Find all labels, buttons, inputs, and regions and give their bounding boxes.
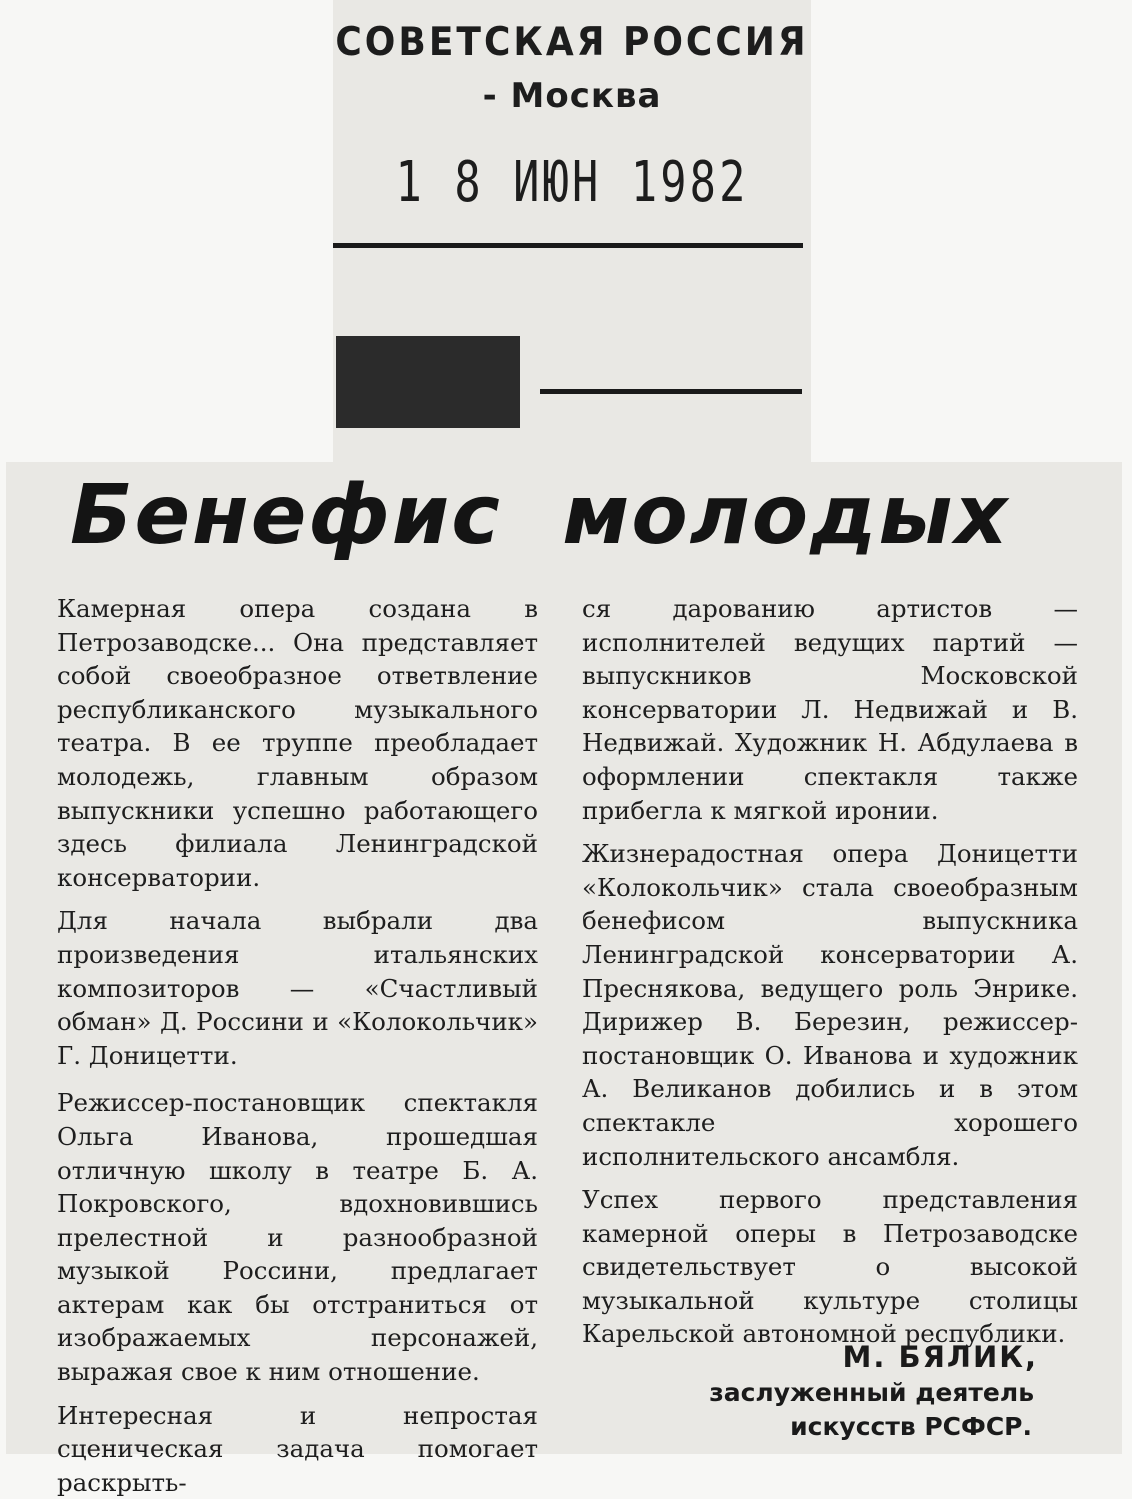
paragraph: Для начала выбрали два произведения итальянских композиторов — «Счастливый обман» Д. Россини и «Колокольчик» Г. Доницетти. bbox=[57, 906, 538, 1070]
stamp-newspaper-name: СОВЕТСКАЯ РОССИЯ bbox=[335, 19, 809, 66]
paragraph: Интересная и непростая сценическая задача помогает раскрыть- bbox=[57, 1400, 538, 1497]
author-title-line2: искусств РСФСР. bbox=[790, 1412, 1032, 1441]
article-right-column bbox=[582, 592, 1078, 1351]
author-name: М. БЯЛИК, bbox=[842, 1340, 1038, 1374]
paragraph: Жизнерадостная опера Доницетти «Колокольчик» стала своеобразным бенефисом выпускника Ленинградской консерватории А. Преснякова, ведущего роль Энрике. Дирижер В. Березин, режиссер-постановщик О. Иванова и художник А. Великанов добились и в этом спектакле хорошего исполнительского ансамбля. bbox=[582, 839, 1078, 1171]
author-title-line1: заслуженный деятель bbox=[709, 1378, 1034, 1407]
paragraph: Успех первого представления камерной оперы в Петрозаводске свидетельствует о высокой музыкальной культуре столицы Карельской автономной республики. bbox=[582, 1185, 1078, 1349]
paragraph: Режиссер-постановщик спектакля Ольга Иванова, прошедшая отличную школу в театре Б. А. Покровского, вдохновившись прелестной и разнообразной музыкой Россини, предлагает актерам как бы отстраниться от изображаемых персонажей, выражая свое к ним отношение. bbox=[57, 1088, 538, 1387]
paragraph: ся дарованию артистов — исполнителей ведущих партий — выпускников Московской консерватории Л. Недвижай и В. Недвижай. Художник Н. Абдулаева в оформлении спектакля также прибегла к мягкой иронии. bbox=[582, 594, 1078, 825]
section-marker-block bbox=[336, 336, 520, 428]
stamp-date: 1 8 ИЮН 1982 bbox=[395, 150, 749, 215]
article-left-column bbox=[57, 592, 538, 1499]
section-rule bbox=[540, 389, 802, 394]
article-headline: Бенефис молодых bbox=[70, 468, 1010, 563]
stamp-city: - Москва bbox=[482, 76, 662, 116]
stamp-divider-rule bbox=[333, 243, 803, 248]
paragraph: Камерная опера создана в Петрозаводске... Она представляет собой своеобразное ответвление республиканского музыкального театра. В ее труппе преобладает молодежь, главным образом выпускники успешно работающего здесь филиала Ленинградской консерватории. bbox=[57, 594, 538, 892]
